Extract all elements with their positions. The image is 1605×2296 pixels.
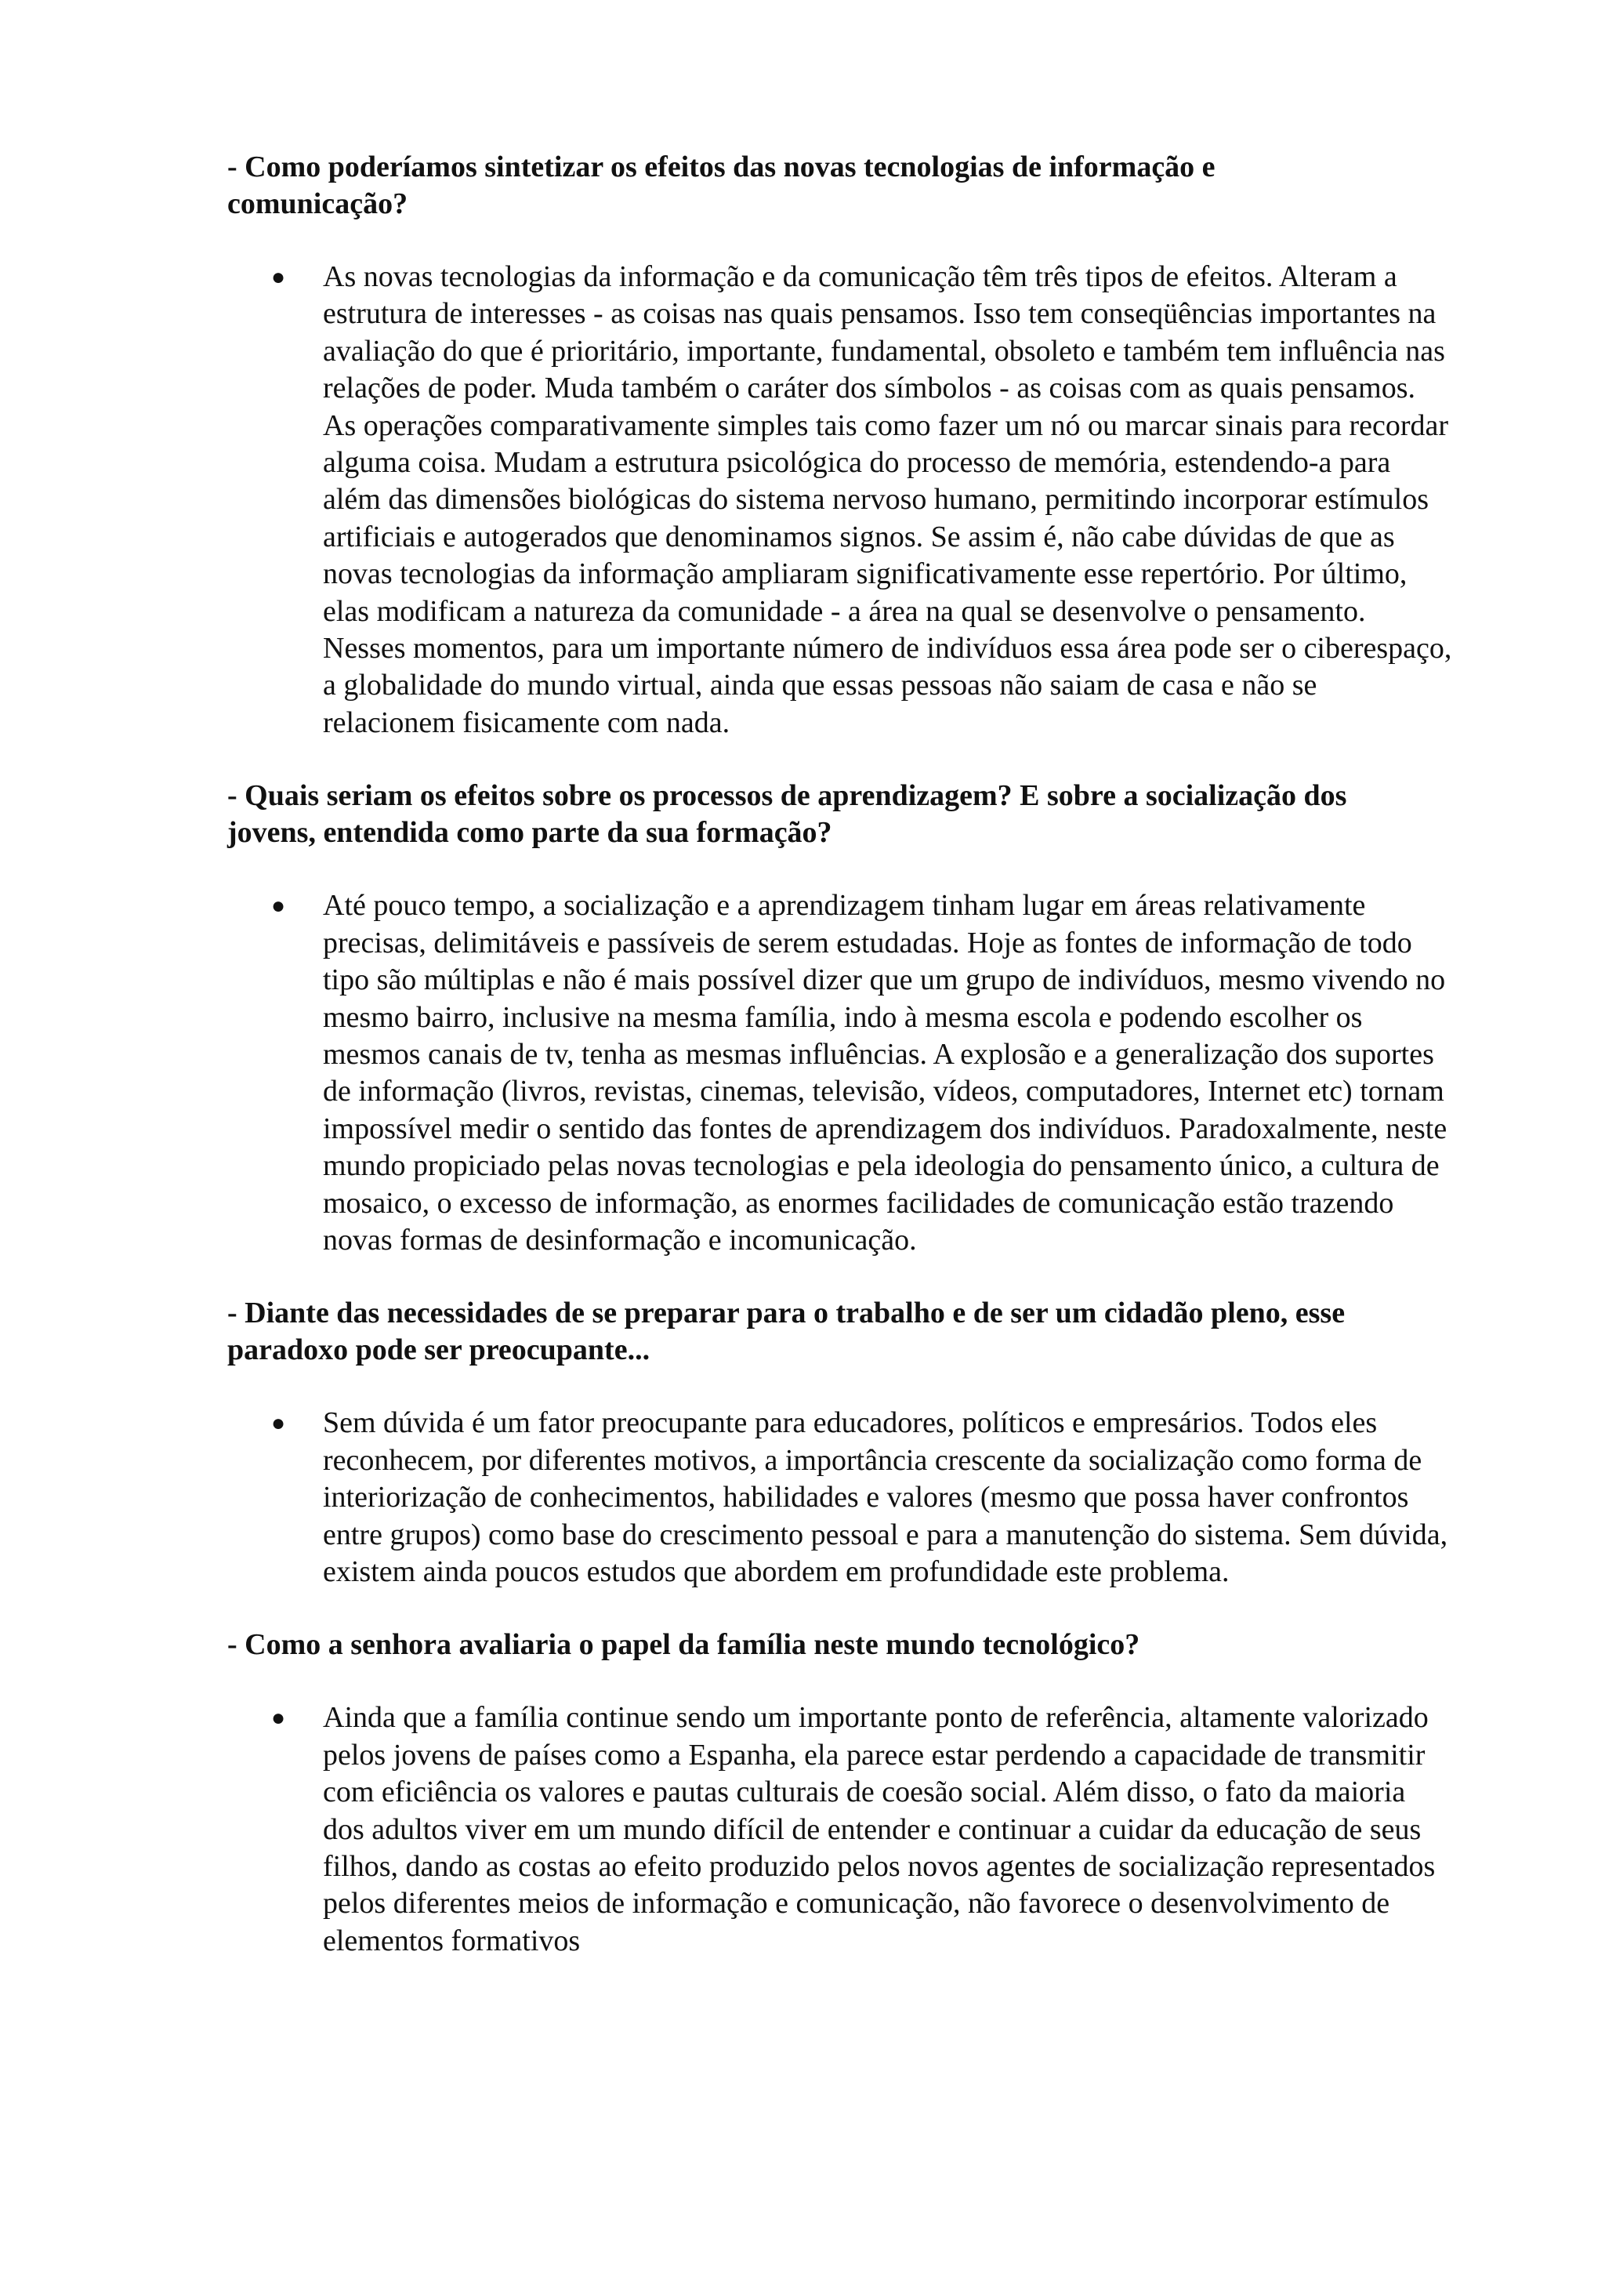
bullet-icon: ● — [271, 893, 286, 919]
answer-paragraph — [227, 1405, 1453, 1591]
answer-list — [227, 1405, 1448, 1591]
bullet-icon: ● — [271, 1705, 286, 1732]
answer-list — [227, 1699, 1436, 1960]
document-content — [227, 149, 1452, 1996]
question-heading: - Como poderíamos sintetizar os efeitos das novas tecnologias de informação e comunicação? — [227, 151, 1216, 220]
answer-paragraph — [227, 259, 1453, 742]
answer-text: Sem dúvida é um fator preocupante para educadores, políticos e empresários. Todos eles reconhecem, por diferentes motivos, a importância crescente da socialização como forma de interiorização de conhecimentos, habilidades e valores (mesmo que possa haver confrontos entre grupos) como base do crescimento pessoal e para a manutenção do sistema. Sem dúvida, existem ainda poucos estudos que abordem em profundidade este problema. — [323, 1406, 1448, 1588]
answer-text: As novas tecnologias da informação e da comunicação têm três tipos de efeitos. Alteram a estrutura de interesses - as coisas nas quais pensamos. Isso tem conseqüências importantes na avaliação do que é prioritário, importante, fundamental, obsoleto e também tem influência nas relações de poder. Muda também o caráter dos símbolos - as coisas com as quais pensamos. As operações comparativamente simples tais como fazer um nó ou marcar sinais para recordar alguma coisa. Mudam a estrutura psicológica do processo de memória, estendendo-a para além das dimensões biológicas do sistema nervoso humano, permitindo incorporar estímulos artificiais e autogerados que denominamos signos. Se assim é, não cabe dúvidas de que as novas tecnologias da informação ampliaram significativamente esse repertório. Por último, elas modificam a natureza da comunidade - a área na qual se desenvolve o pensamento. Nesses momentos, para um importante número de indivíduos essa área pode ser o ciberespaço, a globalidade do mundo virtual, ainda que essas pessoas não saiam de casa e não se relacionem fisicamente com nada. — [323, 260, 1452, 739]
answer-text: Ainda que a família continue sendo um importante ponto de referência, altamente valorizado pelos jovens de países como a Espanha, ela parece estar perdendo a capacidade de transmitir com eficiência os valores e pautas culturais de coesão social. Além disso, o fato da maioria dos adultos viver em um mundo difícil de entender e continuar a cuidar da educação de seus filhos, dando as costas ao efeito produzido pelos novos agentes de socialização representados pelos diferentes meios de informação e comunicação, não favorece o desenvolvimento de elementos formativos — [323, 1701, 1436, 1957]
bullet-icon: ● — [271, 1410, 286, 1437]
answer-text: Até pouco tempo, a socialização e a aprendizagem tinham lugar em áreas relativamente precisas, delimitáveis e passíveis de serem estudadas. Hoje as fontes de informação de todo tipo são múltiplas e não é mais possível dizer que um grupo de indivíduos, mesmo vivendo no mesmo bairro, inclusive na mesma família, indo à mesma escola e podendo escolher os mesmos canais de tv, tenha as mesmas influências. A explosão e a generalização dos suportes de informação (livros, revistas, cinemas, televisão, vídeos, computadores, Internet etc) tornam impossível medir o sentido das fontes de aprendizagem dos indivíduos. Paradoxalmente, neste mundo propiciado pelas novas tecnologias e pela ideologia do pensamento único, a cultura de mosaico, o excesso de informação, as enormes facilidades de comunicação estão trazendo novas formas de desinformação e incomunicação. — [323, 889, 1447, 1257]
answer-paragraph — [227, 1699, 1453, 1960]
question-heading: - Quais seriam os efeitos sobre os processos de aprendizagem? E sobre a socialização dos jovens, entendida como parte da sua formação? — [227, 779, 1347, 850]
bullet-icon: ● — [271, 264, 286, 290]
question-heading: - Diante das necessidades de se preparar para o trabalho e de ser um cidadão pleno, esse paradoxo pode ser preocupante... — [227, 1297, 1346, 1367]
answer-list — [227, 259, 1452, 742]
answer-paragraph — [227, 887, 1453, 1259]
answer-list — [227, 887, 1447, 1259]
question-heading: - Como a senhora avaliaria o papel da família neste mundo tecnológico? — [227, 1628, 1140, 1662]
